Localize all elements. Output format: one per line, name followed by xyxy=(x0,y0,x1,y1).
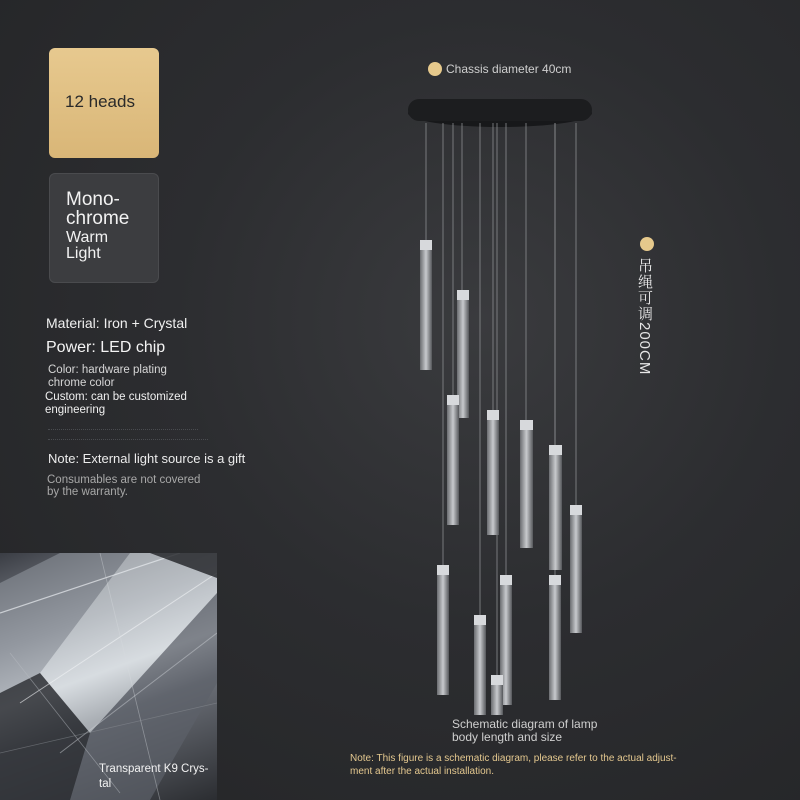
heads-label: 12 heads xyxy=(65,92,135,111)
cord-dot-icon xyxy=(640,237,654,251)
chandelier-illustration xyxy=(400,95,600,715)
color-spec-line2: chrome color xyxy=(48,376,115,389)
color-spec-line1: Color: hardware plating xyxy=(48,364,167,376)
warranty-line1: Consumables are not covered xyxy=(47,474,201,486)
material-spec: Material: Iron + Crystal xyxy=(46,315,188,331)
ghost-text xyxy=(48,420,208,440)
custom-spec-line1: Custom: can be customized xyxy=(45,391,187,403)
color-spec xyxy=(48,364,167,389)
light-label-line2: chrome xyxy=(66,208,130,229)
power-spec: Power: LED chip xyxy=(46,339,166,356)
schematic-caption xyxy=(452,718,622,744)
heads-badge xyxy=(49,48,159,158)
warranty-line2: by the warranty. xyxy=(47,486,128,499)
light-label-line4: Light xyxy=(66,245,101,262)
schematic-line2: body length and size xyxy=(452,730,563,745)
installation-note-line1: Note: This figure is a schematic diagram, please refer to the actual adjust- xyxy=(350,753,677,764)
crystal-caption-line2: tal xyxy=(99,777,112,790)
custom-spec-line2: engineering xyxy=(45,403,106,416)
cord-length-label: 吊绳可调200CM xyxy=(636,258,653,376)
installation-note xyxy=(350,753,720,778)
schematic-line1: Schematic diagram of lamp xyxy=(452,717,598,731)
chassis-dot-icon xyxy=(428,62,442,76)
light-label-line1: Mono- xyxy=(66,189,120,210)
installation-note-line2: ment after the actual installation. xyxy=(350,765,494,777)
crystal-pendants xyxy=(420,240,582,715)
light-source-note: Note: External light source is a gift xyxy=(48,451,246,466)
light-label-line3: Warm xyxy=(66,229,109,246)
chassis-diameter-label: Chassis diameter 40cm xyxy=(446,62,572,76)
crystal-caption-line1: Transparent K9 Crys- xyxy=(99,763,209,775)
warranty-note xyxy=(47,474,200,498)
light-badge xyxy=(49,173,159,283)
crystal-caption xyxy=(99,762,219,792)
custom-spec xyxy=(45,391,187,416)
